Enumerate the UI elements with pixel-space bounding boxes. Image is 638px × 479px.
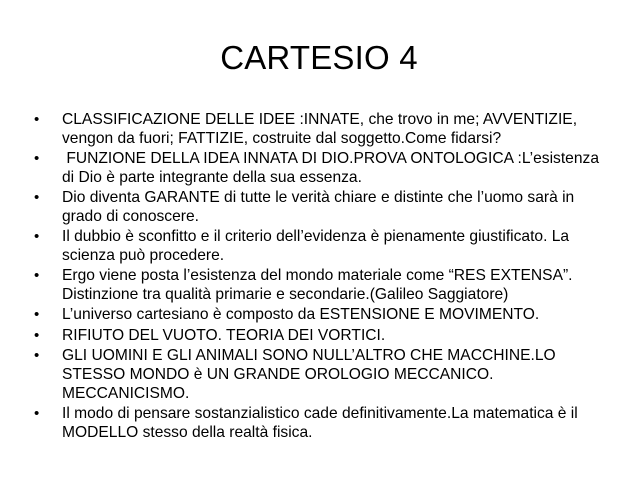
bullet-dot-icon: • bbox=[34, 306, 40, 324]
bullet-item bbox=[34, 327, 614, 346]
bullet-dot-icon: • bbox=[34, 111, 40, 128]
bullet-text: FUNZIONE DELLA IDEA INNATA DI DIO.PROVA ONTOLOGICA :L’esistenza di Dio è parte integrante della sua essenza. bbox=[62, 150, 604, 186]
bullet-item bbox=[34, 347, 614, 403]
bullet-dot-icon: • bbox=[34, 189, 40, 207]
bullet-dot-icon: • bbox=[34, 405, 40, 423]
bullet-text: Ergo viene posta l’esistenza del mondo materiale come “RES EXTENSA”. Distinzione tra qualità primarie e secondarie.(Galileo Saggiatore) bbox=[62, 267, 573, 303]
bullet-item bbox=[34, 189, 614, 226]
bullet-item bbox=[34, 228, 614, 265]
bullet-item bbox=[34, 111, 614, 148]
bullet-dot-icon: • bbox=[34, 326, 40, 344]
bullet-dot-icon: • bbox=[34, 150, 40, 168]
bullet-text: RIFIUTO DEL VUOTO. TEORIA DEI VORTICI. bbox=[62, 326, 386, 344]
bullet-dot-icon: • bbox=[34, 267, 40, 285]
bullet-text: Dio diventa GARANTE di tutte le verità chiare e distinte che l’uomo sarà in grado di conoscere. bbox=[62, 189, 575, 225]
bullet-text: Il dubbio è sconfitto e il criterio dell’evidenza è pienamente giustificato. La scienza può procedere. bbox=[62, 228, 570, 264]
bullet-text: CLASSIFICAZIONE DELLE IDEE :INNATE, che trovo in me; AVVENTIZIE, vengon da fuori; FATTIZIE, costruite dal soggetto.Come fidarsi? bbox=[62, 111, 578, 147]
bullet-list bbox=[34, 111, 614, 444]
bullet-dot-icon: • bbox=[34, 228, 40, 246]
bullet-item bbox=[34, 306, 614, 325]
slide-title: CARTESIO 4 bbox=[220, 39, 418, 76]
bullet-dot-icon: • bbox=[34, 347, 40, 365]
bullet-item bbox=[34, 150, 614, 187]
bullet-text: L’universo cartesiano è composto da ESTENSIONE E MOVIMENTO. bbox=[62, 306, 540, 324]
bullet-item bbox=[34, 405, 614, 442]
bullet-text: GLI UOMINI E GLI ANIMALI SONO NULL’ALTRO CHE MACCHINE.LO STESSO MONDO è UN GRANDE OROLOGIO MECCANICO. MECCANICISMO. bbox=[62, 347, 556, 402]
bullet-item bbox=[34, 267, 614, 304]
bullet-text: Il modo di pensare sostanzialistico cade definitivamente.La matematica è il MODELLO stesso della realtà fisica. bbox=[62, 405, 578, 441]
